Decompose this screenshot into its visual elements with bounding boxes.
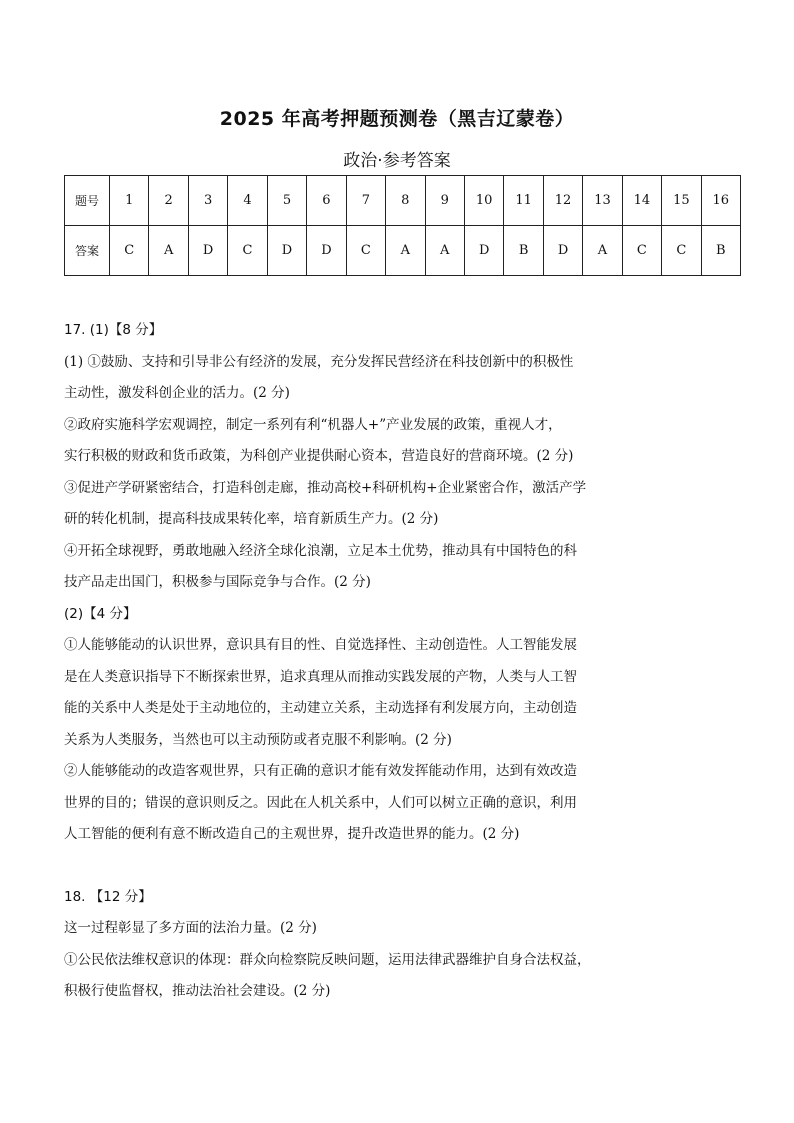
text-line: ③促进产学研紧密结合，打造科创走廊，推动高校+科研机构+企业紧密合作，激活产学 — [64, 479, 587, 496]
text-line: ②人能够能动的改造客观世界，只有正确的意识才能有效发挥能动作用，达到有效改造 — [64, 763, 577, 779]
exam-title: 2025 年高考押题预测卷（黑吉辽蒙卷） — [219, 108, 575, 130]
text-line: 世界的目的；错误的意识则反之。因此在人机关系中，人们可以树立正确的意识，利用 — [64, 794, 577, 811]
q17-sub2-header: (2)【4 分】 — [64, 605, 137, 622]
answer-cell: A — [425, 226, 464, 276]
answer-table — [64, 175, 741, 276]
q18-header: 18. 【12 分】 — [64, 888, 152, 905]
answer-cell: C — [110, 226, 149, 276]
answer-cell: B — [504, 226, 543, 276]
question-number: 13 — [583, 176, 622, 226]
question-number: 8 — [386, 176, 425, 226]
question-number: 11 — [504, 176, 543, 226]
question-number: 15 — [662, 176, 701, 226]
question-number: 16 — [701, 176, 740, 226]
text-line: ①人能够能动的认识世界，意识具有目的性、自觉选择性、主动创造性。人工智能发展 — [64, 637, 577, 653]
text-line: ④开拓全球视野，勇敢地融入经济全球化浪潮，立足本土优势，推动具有中国特色的科 — [64, 542, 577, 559]
text-line: (1) ①鼓励、支持和引导非公有经济的发展，充分发挥民营经济在科技创新中的积极性 — [64, 353, 574, 370]
answer-cell: A — [386, 226, 425, 276]
text-line: ①公民依法维权意识的体现：群众向检察院反映问题，运用法律武器维护自身合法权益， — [64, 951, 591, 968]
answer-cell: D — [543, 226, 582, 276]
text-line: 实行积极的财政和货币政策，为科创产业提供耐心资本，营造良好的营商环境。(2 分) — [64, 448, 574, 464]
answer-content — [64, 315, 736, 1008]
answer-cell: C — [662, 226, 701, 276]
text-line: 是在人类意识指导下不断探索世界，追求真理从而推动实践发展的产物，人类与人工智 — [64, 668, 577, 685]
exam-subtitle: 政治·参考答案 — [343, 151, 451, 171]
question-number: 14 — [622, 176, 661, 226]
answer-cell: D — [267, 226, 306, 276]
question-number: 4 — [228, 176, 267, 226]
answer-cell: B — [701, 226, 740, 276]
question-number: 12 — [543, 176, 582, 226]
text-line: 积极行使监督权，推动法治社会建设。(2 分) — [64, 983, 331, 999]
text-line: 能的关系中人类是处于主动地位的，主动建立关系，主动选择有利发展方向，主动创造 — [64, 700, 577, 716]
question-number: 10 — [464, 176, 503, 226]
answer-cell: D — [464, 226, 503, 276]
text-line: 主动性，激发科创企业的活力。(2 分) — [64, 385, 290, 401]
q17-header: 17. (1)【8 分】 — [64, 322, 163, 338]
text-line: 研的转化机制，提高科技成果转化率，培育新质生产力。(2 分) — [64, 511, 439, 527]
text-line: 关系为人类服务，当然也可以主动预防或者克服不利影响。(2 分) — [64, 731, 452, 748]
answer-cell: A — [583, 226, 622, 276]
text-line: 这一过程彰显了多方面的法治力量。(2 分) — [64, 920, 317, 936]
answer-row — [65, 226, 741, 276]
number-row — [65, 176, 741, 226]
question-number: 7 — [346, 176, 385, 226]
row-label-number: 题号 — [65, 176, 110, 226]
answer-cell: C — [228, 226, 267, 276]
answer-cell: D — [188, 226, 227, 276]
answer-cell: A — [149, 226, 188, 276]
row-label-answer: 答案 — [65, 226, 110, 276]
question-number: 9 — [425, 176, 464, 226]
question-number: 6 — [307, 176, 346, 226]
answer-cell: D — [307, 226, 346, 276]
text-line: 技产品走出国门，积极参与国际竞争与合作。(2 分) — [64, 574, 371, 590]
answer-cell: C — [622, 226, 661, 276]
text-line: 人工智能的便利有意不断改造自己的主观世界，提升改造世界的能力。(2 分) — [64, 826, 520, 842]
question-number: 5 — [267, 176, 306, 226]
question-number: 3 — [188, 176, 227, 226]
text-line: ②政府实施科学宏观调控，制定一系列有利“机器人+”产业发展的政策，重视人才， — [64, 416, 562, 433]
section-gap — [64, 851, 736, 882]
question-number: 1 — [110, 176, 149, 226]
question-number: 2 — [149, 176, 188, 226]
answer-cell: C — [346, 226, 385, 276]
